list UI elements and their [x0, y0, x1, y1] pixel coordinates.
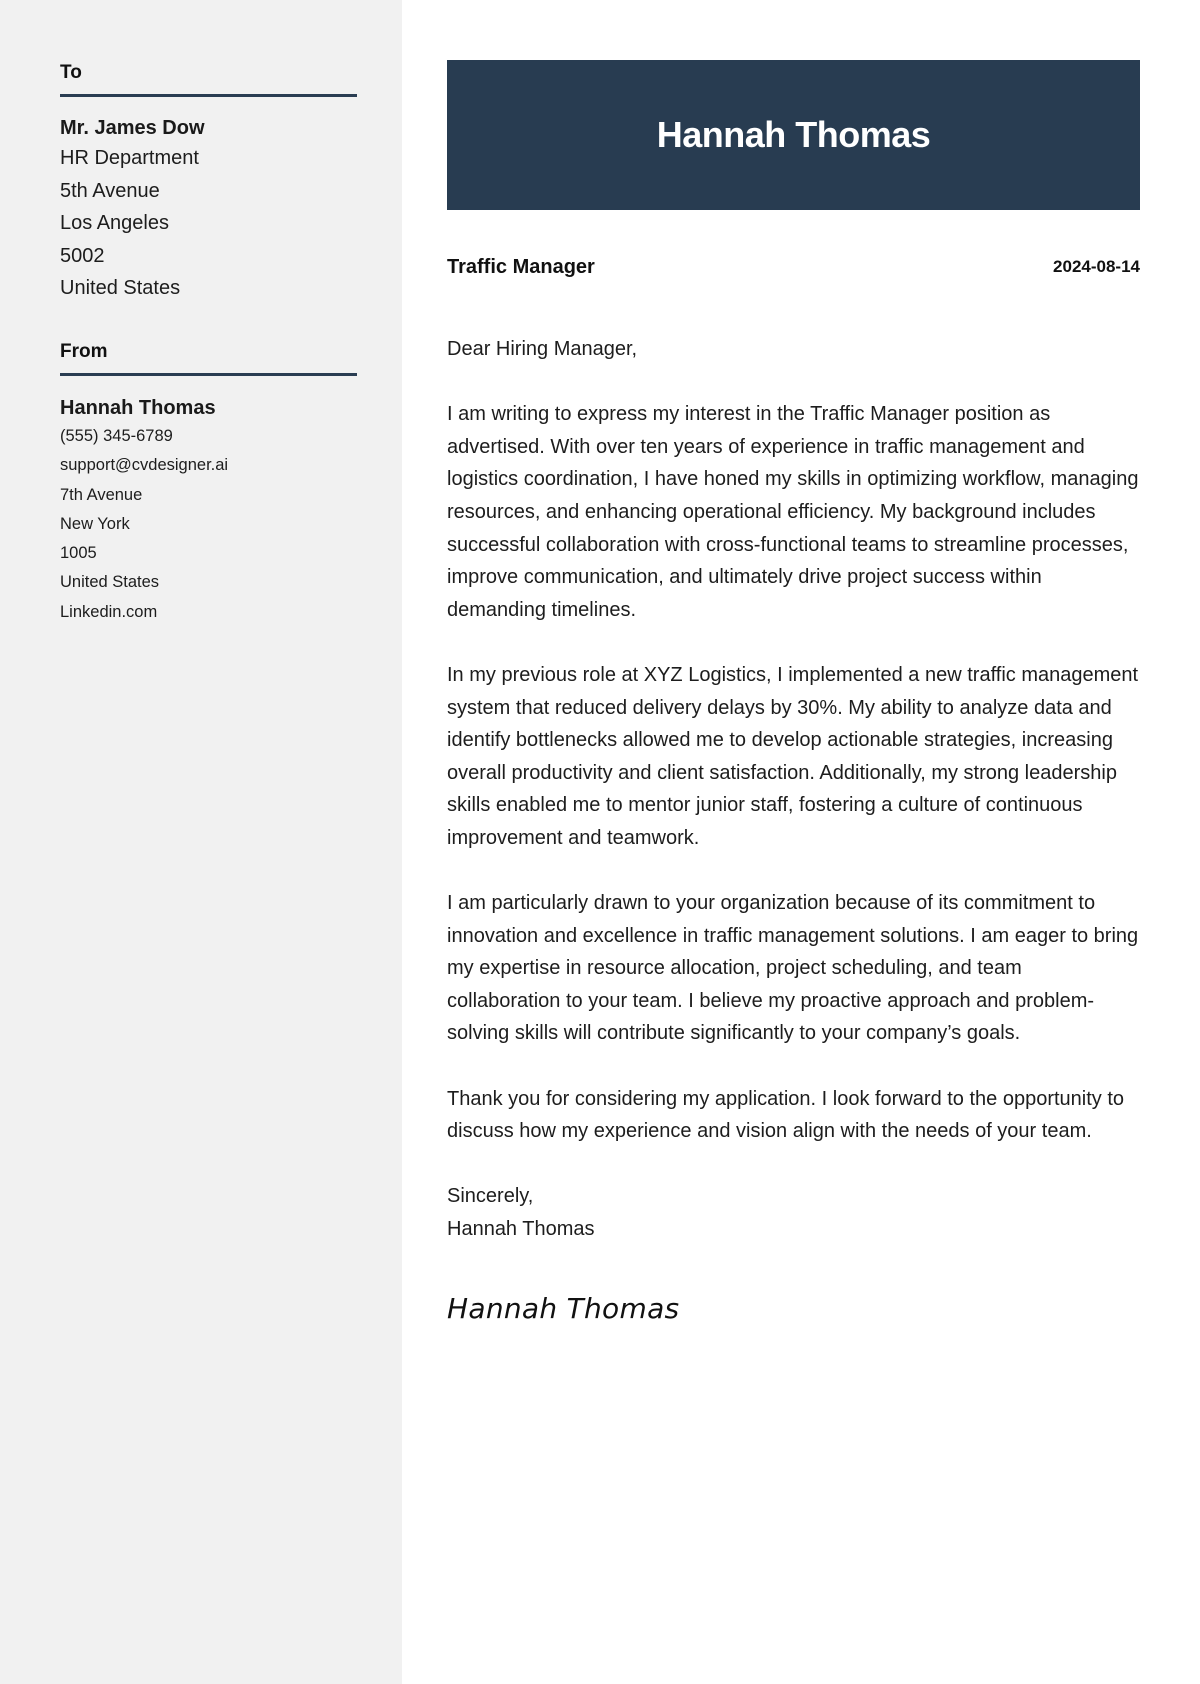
job-row	[447, 256, 1140, 286]
paragraph-3: I am particularly drawn to your organization because of its commitment to innovation and excellence in traffic management solutions. I am eager to bring my expertise in resource allocation, project scheduling, and team collaboration to your team. I believe my proactive approach and problem-solving skills will contribute significantly to your company’s goals.	[447, 892, 1139, 1045]
sender-name: Hannah Thomas	[60, 397, 216, 419]
recipient-heading: To	[60, 62, 357, 97]
closing-name: Hannah Thomas	[447, 1218, 595, 1241]
job-title: Traffic Manager	[447, 256, 595, 278]
recipient-department: HR Department	[60, 147, 199, 169]
sender-country: United States	[60, 573, 160, 592]
recipient-city: Los Angeles	[60, 212, 169, 235]
letter-main	[447, 0, 1140, 1684]
paragraph-1: I am writing to express my interest in the Traffic Manager position as advertised. With over ten years of experience in traffic management and logistics coordination, I have honed my skills in optimizing workflow, managing resources, and enhancing operational efficiency. My background includes successful collaboration with cross-functional teams to streamline processes, improve communication, and ultimately drive project success within demanding timelines.	[447, 403, 1139, 621]
recipient-name: Mr. James Dow	[60, 117, 205, 139]
recipient-country: United States	[60, 277, 181, 300]
recipient-street: 5th Avenue	[60, 179, 160, 202]
signature: Hannah Thomas	[447, 1292, 680, 1325]
paragraph-4: Thank you for considering my application. I look forward to the opportunity to discuss how my experience and vision align with the needs of your team.	[447, 1087, 1125, 1143]
sender-heading: From	[60, 341, 357, 376]
sidebar	[0, 0, 402, 1684]
closing: Sincerely,	[447, 1185, 534, 1208]
sender-postal-code: 1005	[60, 544, 97, 563]
paragraph-2: In my previous role at XYZ Logistics, I implemented a new traffic management system that reduced delivery delays by 30%. My ability to analyze data and identify bottlenecks allowed me to develop actionable strategies, increasing overall productivity and client satisfaction. Additionally, my strong leadership skills enabled me to mentor junior staff, fostering a culture of continuous improvement and teamwork.	[447, 663, 1139, 849]
letter-date: 2024-08-14	[1053, 257, 1140, 276]
sender-street: 7th Avenue	[60, 485, 143, 504]
sender-linkedin: Linkedin.com	[60, 602, 158, 621]
salutation: Dear Hiring Manager,	[447, 338, 638, 360]
sender-section	[60, 341, 357, 627]
sender-phone: (555) 345-6789	[60, 427, 173, 445]
sender-city: New York	[60, 514, 130, 533]
closing-block	[447, 1180, 1140, 1245]
sender-email: support@cvdesigner.ai	[60, 456, 229, 475]
recipient-postal-code: 5002	[60, 244, 105, 267]
name-banner	[447, 60, 1140, 210]
banner-name: Hannah Thomas	[656, 114, 931, 155]
recipient-section	[60, 62, 357, 305]
letter-body	[447, 333, 1140, 1246]
